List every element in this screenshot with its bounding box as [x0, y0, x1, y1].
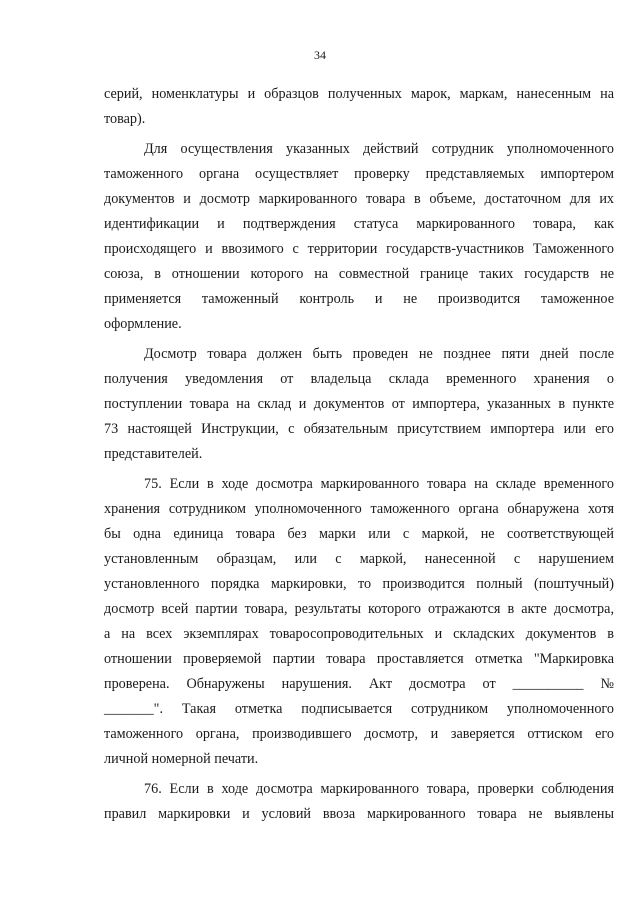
text-line: 73 настоящей Инструкции, с обязательным присутствием импортера или его: [104, 421, 614, 437]
text-line: получения уведомления от владельца склада временного хранения о: [104, 371, 614, 387]
text-line: поступлении товара на склад и документов от импортера, указанных в пункте: [104, 396, 614, 412]
text-line: представителей.: [104, 446, 203, 462]
text-line: досмотр всей партии товара, результаты которого отражаются в акте досмотра,: [104, 601, 614, 617]
text-line: 76. Если в ходе досмотра маркированного товара, проверки соблюдения: [144, 781, 614, 797]
text-line: установленного порядка маркировки, то производится полный (поштучный): [104, 576, 614, 592]
text-line: Досмотр товара должен быть проведен не позднее пяти дней после: [144, 346, 614, 362]
text-line: оформление.: [104, 316, 182, 332]
text-line: правил маркировки и условий ввоза маркированного товара не выявлены: [104, 806, 614, 822]
text-line: применяется таможенный контроль и не производится таможенное: [104, 291, 614, 307]
text-line: хранения сотрудником уполномоченного таможенного органа обнаружена хотя: [104, 501, 614, 517]
text-line: _______". Такая отметка подписывается сотрудником уполномоченного: [104, 701, 614, 717]
text-line: идентификации и подтверждения статуса маркированного товара, как: [104, 216, 614, 232]
text-line: таможенного органа осуществляет проверку представляемых импортером: [104, 166, 614, 182]
text-line: личной номерной печати.: [104, 751, 259, 767]
text-line: серий, номенклатуры и образцов полученных марок, маркам, нанесенным на: [104, 86, 614, 102]
text-line: союза, в отношении которого на совместной границе таких государств не: [104, 266, 614, 282]
text-line: отношении проверяемой партии товара проставляется отметка "Маркировка: [104, 651, 614, 667]
text-line: документов и досмотр маркированного товара в объеме, достаточном для их: [104, 191, 614, 207]
text-line: установленным образцам, или с маркой, нанесенной с нарушением: [104, 551, 614, 567]
text-line: таможенного органа, производившего досмотр, и заверяется оттиском его: [104, 726, 614, 742]
text-line: происходящего и ввозимого с территории государств-участников Таможенного: [104, 241, 614, 257]
text-line: бы одна единица товара без марки или с маркой, не соответствующей: [104, 526, 614, 542]
text-line: Для осуществления указанных действий сотрудник уполномоченного: [144, 141, 614, 157]
page-number: 34: [314, 48, 326, 62]
text-line: а на всех экземплярах товаросопроводительных и складских документов в: [104, 626, 614, 642]
text-line: проверена. Обнаружены нарушения. Акт досмотра от __________ №: [104, 676, 614, 692]
text-line: товар).: [104, 111, 146, 127]
text-line: 75. Если в ходе досмотра маркированного товара на складе временного: [144, 476, 614, 492]
